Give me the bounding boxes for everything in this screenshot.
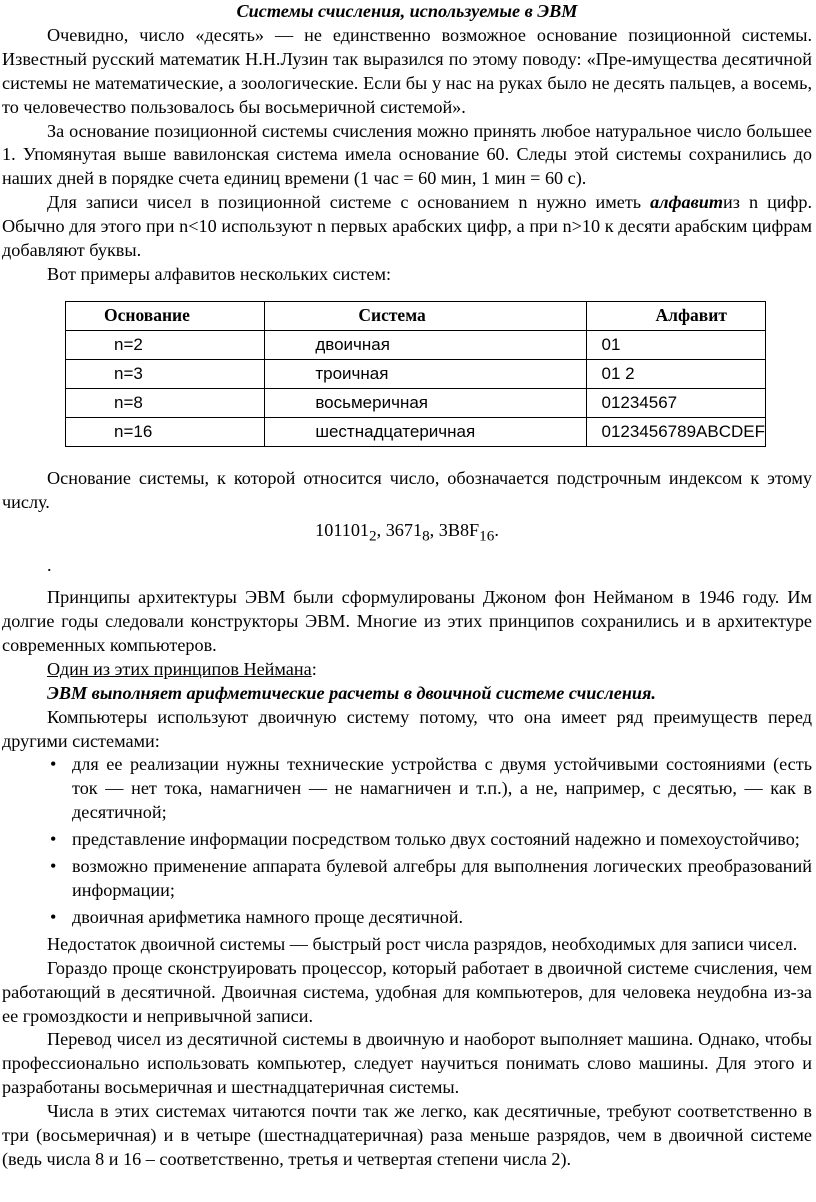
number-examples xyxy=(2,519,812,549)
paragraph-luzin: Очевидно, число «десять» — не единственно возможное основание позиционной системы. Известный русский математик Н.Н.Лузин так выразился по этому поводу: «Пре-имущества десятичной системы не математические, а зоологические. Если бы у нас на руках было не десять пальцев, а восемь, то человечество пользовалось бы восьмеричной системой». xyxy=(2,24,812,117)
table-row xyxy=(66,330,766,359)
paragraph-base: За основание позиционной системы счисления можно принять любое натуральное число большее 1. Упомянутая выше вавилонская система имела основание 60. Следы этой системы сохранились до наших дней в порядке счета единиц времени (1 час = 60 мин, 1 мин = 60 с). xyxy=(2,120,812,189)
principle-underlined: Один из этих принципов Неймана xyxy=(47,658,312,679)
table-cell-system: двоичная xyxy=(265,330,587,359)
table-cell-system: восьмеричная xyxy=(265,388,587,417)
table-cell-base: n=2 xyxy=(66,330,265,359)
list-item-text: двоичная арифметика намного проще десятичной. xyxy=(72,906,464,927)
paragraph-drawback: Недостаток двоичной системы — быстрый рост числа разрядов, необходимых для записи чисел. xyxy=(47,933,798,954)
table-header-base: Основание xyxy=(66,301,265,330)
table-cell-system: троичная xyxy=(265,359,587,388)
paragraph-principle-intro xyxy=(2,658,812,682)
table-header-system: Система xyxy=(265,301,587,330)
table-cell-alphabet: 01 2 xyxy=(587,359,766,388)
table-cell-alphabet: 0123456789ABCDEF xyxy=(587,417,766,446)
page-title: Системы счисления, используемые в ЭВМ xyxy=(236,1,578,21)
table-row xyxy=(66,359,766,388)
table-row xyxy=(66,388,766,417)
paragraph-octal-hex: Числа в этих системах читаются почти так же легко, как десятичные, требуют соответственно в три (восьмеричная) и в четыре (шестнадцатеричная) раза меньше разрядов, чем в двоичной системе (ведь числа 8 и 16 – соответственно, третья и четвертая степени числа 2). xyxy=(2,1101,812,1169)
paragraph-subscript: Основание системы, к которой относится число, обозначается подстрочным индексом к этому числу. xyxy=(2,467,812,512)
alphabet-term: алфавит xyxy=(650,192,724,213)
table-row xyxy=(66,417,766,446)
bullet-icon: • xyxy=(50,856,57,877)
paragraph-alphabet xyxy=(2,191,812,263)
alphabet-text-pre: Для записи чисел в позиционной системе с основанием n нужно иметь xyxy=(47,192,651,213)
advantages-list xyxy=(2,753,812,929)
table-cell-alphabet: 01234567 xyxy=(587,388,766,417)
table-cell-system: шестнадцатеричная xyxy=(265,417,587,446)
paragraph-processor: Гораздо проще сконструировать процессор, который работает в двоичной системе счисления, чем работающий в десятичной. Двоичная система, удобная для компьютеров, для человека неудобна из-за ее громоздкости и непривычной записи. xyxy=(2,957,812,1026)
table-cell-base: n=3 xyxy=(66,359,265,388)
list-item-text: возможно применение аппарата булевой алгебры для выполнения логических преобразований информации; xyxy=(72,856,812,901)
table-cell-base: n=8 xyxy=(66,388,265,417)
list-item-text: для ее реализации нужны технические устройства с двумя устойчивыми состояниями (есть ток — нет тока, намагничен — не намагничен и т.п.), а не, например, с десятью, — как в десятичной; xyxy=(72,754,812,823)
table-cell-base: n=16 xyxy=(66,417,265,446)
alphabet-text-post: из n цифр. Обычно для этого при n<10 используют n первых арабских цифр, а при n>10 к десяти арабским цифрам добавляют буквы. xyxy=(2,192,812,261)
list-item xyxy=(2,828,812,852)
bullet-icon: • xyxy=(50,829,57,850)
table-header-alphabet: Алфавит xyxy=(587,301,766,330)
stray-dot: . xyxy=(47,555,52,576)
list-item xyxy=(2,753,812,825)
paragraph-principle: ЭВМ выполняет арифметические расчеты в двоичной системе счисления. xyxy=(47,682,656,703)
list-item xyxy=(2,906,812,930)
example-number: 3671 xyxy=(385,519,423,540)
bullet-icon: • xyxy=(50,754,57,775)
principle-colon: : xyxy=(311,658,317,679)
example-base: 2 xyxy=(369,527,377,545)
list-item-text: представление информации посредством только двух состояний надежно и помехоустойчиво; xyxy=(72,829,800,850)
example-separator: , xyxy=(376,519,386,540)
paragraph-neumann: Принципы архитектуры ЭВМ были сформулированы Джоном фон Нейманом в 1946 году. Им долгие годы следовали конструкторы ЭВМ. Многие из этих принципов сохранились и в архитектуре современных компьютеров. xyxy=(2,587,812,655)
table-header-row xyxy=(66,301,766,330)
paragraph-conversion: Перевод чисел из десятичной системы в двоичную и наоборот выполняет машина. Однако, чтобы профессионально использовать компьютер, следует научиться понимать слово машины. Для этого и разработаны восьмеричная и шестнадцатеричная системы. xyxy=(2,1029,812,1098)
table-cell-alphabet: 01 xyxy=(587,330,766,359)
paragraph-examples-intro: Вот примеры алфавитов нескольких систем: xyxy=(47,263,392,284)
example-end: . xyxy=(494,519,499,540)
example-base: 8 xyxy=(422,527,430,545)
example-separator: , xyxy=(429,519,439,540)
paragraph-advantages: Компьютеры используют двоичную систему потому, что она имеет ряд преимуществ перед другими системами: xyxy=(2,706,812,751)
list-item xyxy=(2,855,812,903)
example-base: 16 xyxy=(479,527,495,545)
example-number: 101101 xyxy=(315,519,370,540)
alphabet-table xyxy=(65,301,766,447)
example-number: 3B8F xyxy=(438,519,480,540)
bullet-icon: • xyxy=(50,906,57,927)
